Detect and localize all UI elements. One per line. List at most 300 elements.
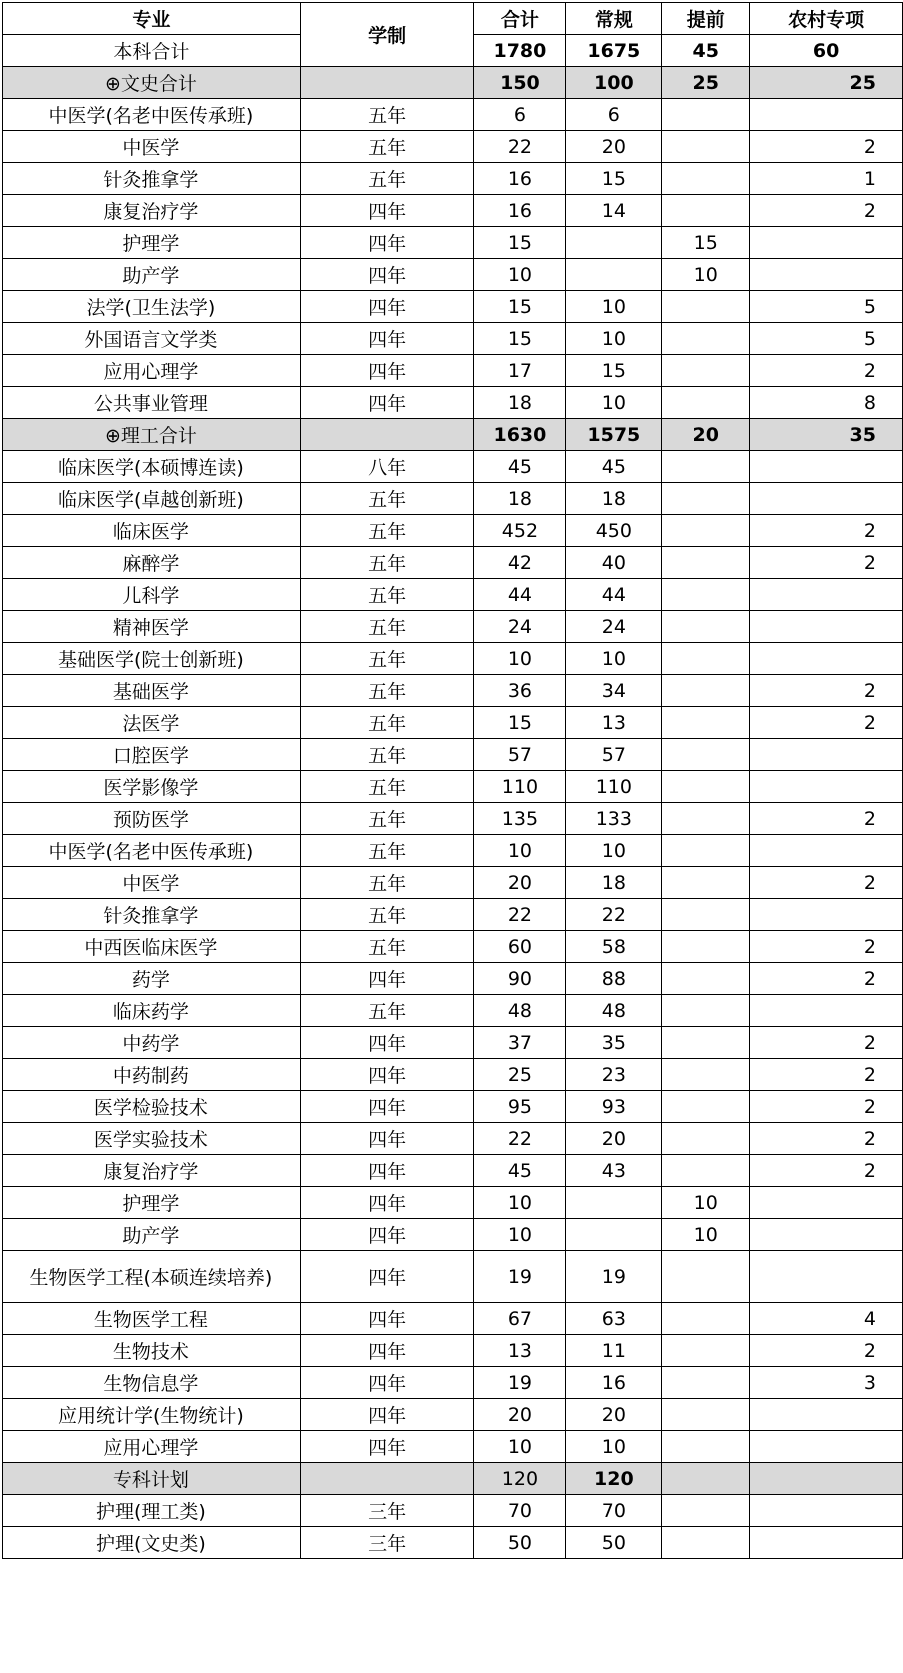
rural-cell <box>750 899 903 931</box>
total-cell: 10 <box>474 643 566 675</box>
major-cell: 法医学 <box>3 707 301 739</box>
table-row <box>3 355 903 387</box>
regular-cell: 16 <box>566 1367 662 1399</box>
rural-cell: 2 <box>750 1335 903 1367</box>
early-cell <box>662 931 750 963</box>
rural-cell: 2 <box>750 1123 903 1155</box>
regular-cell: 15 <box>566 163 662 195</box>
early-cell <box>662 1123 750 1155</box>
grand-total-total: 1780 <box>474 35 566 67</box>
major-cell: 法学(卫生法学) <box>3 291 301 323</box>
duration-cell: 五年 <box>300 675 474 707</box>
early-cell <box>662 99 750 131</box>
regular-cell <box>566 1219 662 1251</box>
table-row <box>3 803 903 835</box>
duration-cell: 五年 <box>300 579 474 611</box>
rural-cell <box>750 1399 903 1431</box>
total-cell: 48 <box>474 995 566 1027</box>
rural-cell <box>750 99 903 131</box>
table-row <box>3 323 903 355</box>
early-cell <box>662 835 750 867</box>
duration-cell: 四年 <box>300 1155 474 1187</box>
table-row <box>3 1187 903 1219</box>
regular-cell: 450 <box>566 515 662 547</box>
major-cell: 专科计划 <box>3 1463 301 1495</box>
table-row <box>3 99 903 131</box>
early-cell <box>662 1059 750 1091</box>
duration-cell: 三年 <box>300 1495 474 1527</box>
major-cell: 针灸推拿学 <box>3 899 301 931</box>
early-cell <box>662 707 750 739</box>
early-cell <box>662 451 750 483</box>
total-cell: 6 <box>474 99 566 131</box>
duration-cell: 五年 <box>300 131 474 163</box>
table-row <box>3 739 903 771</box>
duration-cell: 三年 <box>300 1527 474 1559</box>
major-cell: 医学影像学 <box>3 771 301 803</box>
rural-cell: 2 <box>750 1091 903 1123</box>
table-row <box>3 707 903 739</box>
early-cell <box>662 131 750 163</box>
table-row <box>3 931 903 963</box>
major-cell: ⊕文史合计 <box>3 67 301 99</box>
total-cell: 135 <box>474 803 566 835</box>
total-cell: 18 <box>474 483 566 515</box>
duration-cell: 四年 <box>300 195 474 227</box>
header-rural: 农村专项 <box>750 3 903 35</box>
section-total-row <box>3 67 903 99</box>
table-row <box>3 835 903 867</box>
table-row <box>3 163 903 195</box>
duration-cell: 四年 <box>300 387 474 419</box>
regular-cell: 100 <box>566 67 662 99</box>
duration-cell: 四年 <box>300 227 474 259</box>
regular-cell: 70 <box>566 1495 662 1527</box>
total-cell: 67 <box>474 1303 566 1335</box>
rural-cell <box>750 579 903 611</box>
header-regular: 常规 <box>566 3 662 35</box>
total-cell: 50 <box>474 1527 566 1559</box>
table-row <box>3 675 903 707</box>
rural-cell <box>750 1431 903 1463</box>
table-row <box>3 1123 903 1155</box>
duration-cell: 四年 <box>300 323 474 355</box>
regular-cell: 40 <box>566 547 662 579</box>
rural-cell: 2 <box>750 963 903 995</box>
total-cell: 60 <box>474 931 566 963</box>
early-cell <box>662 1091 750 1123</box>
table-row <box>3 611 903 643</box>
rural-cell <box>750 995 903 1027</box>
major-cell: 医学检验技术 <box>3 1091 301 1123</box>
early-cell <box>662 515 750 547</box>
total-cell: 20 <box>474 867 566 899</box>
duration-cell <box>300 67 474 99</box>
grand-total-regular: 1675 <box>566 35 662 67</box>
duration-cell: 五年 <box>300 515 474 547</box>
rural-cell: 2 <box>750 515 903 547</box>
regular-cell: 93 <box>566 1091 662 1123</box>
major-cell: 麻醉学 <box>3 547 301 579</box>
total-cell: 452 <box>474 515 566 547</box>
table-row <box>3 1527 903 1559</box>
table-row <box>3 995 903 1027</box>
regular-cell: 10 <box>566 1431 662 1463</box>
rural-cell: 3 <box>750 1367 903 1399</box>
regular-cell: 10 <box>566 323 662 355</box>
duration-cell: 四年 <box>300 1399 474 1431</box>
major-cell: 生物医学工程 <box>3 1303 301 1335</box>
rural-cell <box>750 1251 903 1303</box>
rural-cell: 2 <box>750 931 903 963</box>
total-cell: 36 <box>474 675 566 707</box>
early-cell <box>662 1399 750 1431</box>
table-row <box>3 131 903 163</box>
duration-cell: 四年 <box>300 1091 474 1123</box>
header-major: 专业 <box>3 3 301 35</box>
enrollment-plan-table <box>2 2 903 1559</box>
major-cell: 中医学 <box>3 131 301 163</box>
table-row <box>3 1495 903 1527</box>
regular-cell: 34 <box>566 675 662 707</box>
table-row <box>3 387 903 419</box>
rural-cell: 2 <box>750 195 903 227</box>
major-cell: 临床医学(卓越创新班) <box>3 483 301 515</box>
rural-cell <box>750 227 903 259</box>
total-cell: 13 <box>474 1335 566 1367</box>
regular-cell: 10 <box>566 643 662 675</box>
duration-cell: 四年 <box>300 291 474 323</box>
major-cell: 助产学 <box>3 1219 301 1251</box>
regular-cell: 24 <box>566 611 662 643</box>
total-cell: 110 <box>474 771 566 803</box>
total-cell: 24 <box>474 611 566 643</box>
major-cell: 中医学 <box>3 867 301 899</box>
early-cell <box>662 1335 750 1367</box>
regular-cell: 14 <box>566 195 662 227</box>
rural-cell: 25 <box>750 67 903 99</box>
total-cell: 19 <box>474 1251 566 1303</box>
regular-cell: 110 <box>566 771 662 803</box>
major-cell: 药学 <box>3 963 301 995</box>
regular-cell: 43 <box>566 1155 662 1187</box>
major-cell: 医学实验技术 <box>3 1123 301 1155</box>
major-cell: 生物医学工程(本硕连续培养) <box>3 1251 301 1303</box>
table-row <box>3 1367 903 1399</box>
major-cell: 基础医学 <box>3 675 301 707</box>
duration-cell: 四年 <box>300 1367 474 1399</box>
early-cell <box>662 1155 750 1187</box>
major-cell: 中医学(名老中医传承班) <box>3 835 301 867</box>
rural-cell: 2 <box>750 867 903 899</box>
rural-cell: 5 <box>750 323 903 355</box>
regular-cell: 19 <box>566 1251 662 1303</box>
table-row <box>3 547 903 579</box>
regular-cell: 120 <box>566 1463 662 1495</box>
duration-cell: 八年 <box>300 451 474 483</box>
rural-cell: 2 <box>750 1155 903 1187</box>
early-cell: 15 <box>662 227 750 259</box>
major-cell: 基础医学(院士创新班) <box>3 643 301 675</box>
major-cell: 口腔医学 <box>3 739 301 771</box>
early-cell <box>662 291 750 323</box>
total-cell: 22 <box>474 131 566 163</box>
table-row <box>3 1335 903 1367</box>
total-cell: 10 <box>474 259 566 291</box>
duration-cell: 五年 <box>300 99 474 131</box>
early-cell <box>662 195 750 227</box>
grand-total-early: 45 <box>662 35 750 67</box>
duration-cell: 五年 <box>300 803 474 835</box>
early-cell <box>662 963 750 995</box>
table-row <box>3 899 903 931</box>
major-cell: 临床医学 <box>3 515 301 547</box>
table-row <box>3 259 903 291</box>
regular-cell: 48 <box>566 995 662 1027</box>
major-cell: 临床医学(本硕博连读) <box>3 451 301 483</box>
duration-cell: 四年 <box>300 1251 474 1303</box>
table-row <box>3 1091 903 1123</box>
major-cell: 精神医学 <box>3 611 301 643</box>
duration-cell: 四年 <box>300 1027 474 1059</box>
early-cell <box>662 387 750 419</box>
rural-cell <box>750 259 903 291</box>
regular-cell: 10 <box>566 835 662 867</box>
duration-cell: 五年 <box>300 931 474 963</box>
early-cell <box>662 323 750 355</box>
major-cell: 生物信息学 <box>3 1367 301 1399</box>
regular-cell: 15 <box>566 355 662 387</box>
rural-cell <box>750 1219 903 1251</box>
early-cell: 10 <box>662 1187 750 1219</box>
table-row <box>3 1027 903 1059</box>
table-row <box>3 963 903 995</box>
grand-total-label: 本科合计 <box>3 35 301 67</box>
table-row <box>3 451 903 483</box>
regular-cell: 18 <box>566 483 662 515</box>
early-cell <box>662 643 750 675</box>
total-cell: 10 <box>474 835 566 867</box>
total-cell: 16 <box>474 163 566 195</box>
rural-cell: 8 <box>750 387 903 419</box>
early-cell <box>662 1495 750 1527</box>
duration-cell: 四年 <box>300 355 474 387</box>
rural-cell: 2 <box>750 1059 903 1091</box>
total-cell: 57 <box>474 739 566 771</box>
regular-cell: 10 <box>566 291 662 323</box>
table-row <box>3 291 903 323</box>
duration-cell: 五年 <box>300 867 474 899</box>
early-cell <box>662 547 750 579</box>
major-cell: 应用心理学 <box>3 355 301 387</box>
regular-cell: 58 <box>566 931 662 963</box>
regular-cell: 20 <box>566 131 662 163</box>
duration-cell: 四年 <box>300 963 474 995</box>
rural-cell <box>750 1187 903 1219</box>
rural-cell: 1 <box>750 163 903 195</box>
total-cell: 90 <box>474 963 566 995</box>
total-cell: 22 <box>474 899 566 931</box>
early-cell <box>662 579 750 611</box>
header-row <box>3 3 903 35</box>
duration-cell: 四年 <box>300 259 474 291</box>
major-cell: 临床药学 <box>3 995 301 1027</box>
regular-cell: 10 <box>566 387 662 419</box>
table-body <box>3 67 903 1559</box>
duration-cell: 四年 <box>300 1059 474 1091</box>
duration-cell: 五年 <box>300 995 474 1027</box>
major-cell: 生物技术 <box>3 1335 301 1367</box>
section-total-row <box>3 1463 903 1495</box>
major-cell: 中药学 <box>3 1027 301 1059</box>
total-cell: 15 <box>474 227 566 259</box>
major-cell: 预防医学 <box>3 803 301 835</box>
total-cell: 15 <box>474 323 566 355</box>
duration-cell: 四年 <box>300 1123 474 1155</box>
duration-cell: 四年 <box>300 1219 474 1251</box>
regular-cell <box>566 1187 662 1219</box>
total-cell: 18 <box>474 387 566 419</box>
major-cell: 康复治疗学 <box>3 195 301 227</box>
early-cell <box>662 1527 750 1559</box>
total-cell: 10 <box>474 1431 566 1463</box>
duration-cell: 五年 <box>300 163 474 195</box>
early-cell <box>662 867 750 899</box>
major-cell: 护理学 <box>3 1187 301 1219</box>
table-row <box>3 227 903 259</box>
total-cell: 70 <box>474 1495 566 1527</box>
total-cell: 22 <box>474 1123 566 1155</box>
regular-cell: 23 <box>566 1059 662 1091</box>
rural-cell: 2 <box>750 355 903 387</box>
regular-cell: 1575 <box>566 419 662 451</box>
total-cell: 10 <box>474 1187 566 1219</box>
total-cell: 42 <box>474 547 566 579</box>
section-total-row <box>3 419 903 451</box>
table-row <box>3 1155 903 1187</box>
regular-cell: 35 <box>566 1027 662 1059</box>
grand-total-rural: 60 <box>750 35 903 67</box>
duration-cell: 五年 <box>300 483 474 515</box>
total-cell: 15 <box>474 707 566 739</box>
regular-cell: 45 <box>566 451 662 483</box>
total-cell: 20 <box>474 1399 566 1431</box>
rural-cell <box>750 451 903 483</box>
table-row <box>3 1399 903 1431</box>
duration-cell: 五年 <box>300 643 474 675</box>
total-cell: 15 <box>474 291 566 323</box>
total-cell: 1630 <box>474 419 566 451</box>
regular-cell: 11 <box>566 1335 662 1367</box>
major-cell: 康复治疗学 <box>3 1155 301 1187</box>
early-cell <box>662 1303 750 1335</box>
early-cell <box>662 771 750 803</box>
early-cell <box>662 1431 750 1463</box>
table-row <box>3 1059 903 1091</box>
header-total: 合计 <box>474 3 566 35</box>
rural-cell: 5 <box>750 291 903 323</box>
rural-cell <box>750 739 903 771</box>
early-cell <box>662 803 750 835</box>
total-cell: 19 <box>474 1367 566 1399</box>
regular-cell: 13 <box>566 707 662 739</box>
total-cell: 45 <box>474 451 566 483</box>
duration-cell: 四年 <box>300 1187 474 1219</box>
major-cell: 外国语言文学类 <box>3 323 301 355</box>
total-cell: 37 <box>474 1027 566 1059</box>
rural-cell <box>750 643 903 675</box>
rural-cell: 2 <box>750 675 903 707</box>
duration-cell: 四年 <box>300 1335 474 1367</box>
major-cell: 中药制药 <box>3 1059 301 1091</box>
table-row <box>3 1303 903 1335</box>
header-duration: 学制 <box>300 3 474 67</box>
regular-cell: 133 <box>566 803 662 835</box>
table-row <box>3 771 903 803</box>
total-cell: 95 <box>474 1091 566 1123</box>
regular-cell: 57 <box>566 739 662 771</box>
rural-cell: 2 <box>750 1027 903 1059</box>
major-cell: 中西医临床医学 <box>3 931 301 963</box>
major-cell: ⊕理工合计 <box>3 419 301 451</box>
rural-cell <box>750 611 903 643</box>
regular-cell: 6 <box>566 99 662 131</box>
duration-cell: 五年 <box>300 547 474 579</box>
major-cell: 针灸推拿学 <box>3 163 301 195</box>
major-cell: 儿科学 <box>3 579 301 611</box>
duration-cell: 五年 <box>300 611 474 643</box>
table-row <box>3 1219 903 1251</box>
early-cell <box>662 163 750 195</box>
major-cell: 应用统计学(生物统计) <box>3 1399 301 1431</box>
regular-cell: 20 <box>566 1399 662 1431</box>
duration-cell: 四年 <box>300 1303 474 1335</box>
rural-cell <box>750 483 903 515</box>
table-row <box>3 1251 903 1303</box>
early-cell: 20 <box>662 419 750 451</box>
major-cell: 护理(理工类) <box>3 1495 301 1527</box>
regular-cell: 63 <box>566 1303 662 1335</box>
duration-cell: 五年 <box>300 899 474 931</box>
regular-cell <box>566 227 662 259</box>
early-cell <box>662 483 750 515</box>
rural-cell: 4 <box>750 1303 903 1335</box>
early-cell <box>662 1463 750 1495</box>
early-cell <box>662 1367 750 1399</box>
table-row <box>3 643 903 675</box>
early-cell <box>662 1251 750 1303</box>
early-cell: 10 <box>662 1219 750 1251</box>
early-cell: 10 <box>662 259 750 291</box>
early-cell <box>662 739 750 771</box>
duration-cell <box>300 419 474 451</box>
regular-cell: 50 <box>566 1527 662 1559</box>
early-cell <box>662 899 750 931</box>
major-cell: 护理(文史类) <box>3 1527 301 1559</box>
major-cell: 护理学 <box>3 227 301 259</box>
rural-cell <box>750 1495 903 1527</box>
early-cell <box>662 995 750 1027</box>
table-row <box>3 867 903 899</box>
table-row <box>3 515 903 547</box>
total-cell: 120 <box>474 1463 566 1495</box>
rural-cell <box>750 835 903 867</box>
rural-cell: 2 <box>750 707 903 739</box>
early-cell <box>662 611 750 643</box>
duration-cell: 五年 <box>300 707 474 739</box>
duration-cell: 五年 <box>300 835 474 867</box>
table-row <box>3 195 903 227</box>
